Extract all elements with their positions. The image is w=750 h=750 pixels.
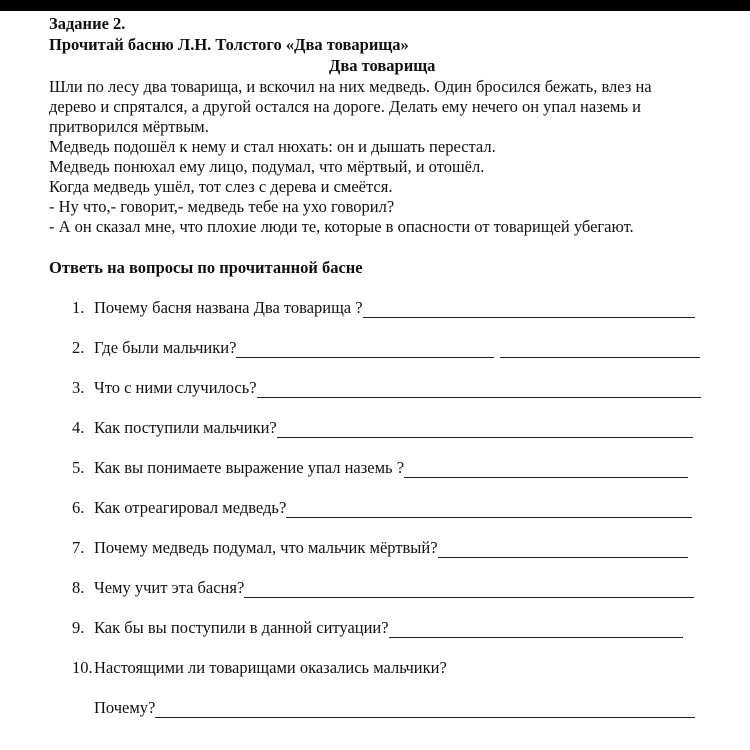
answer-line[interactable] — [438, 543, 688, 558]
question-text: Настоящими ли товарищами оказались мальчики? — [94, 658, 447, 677]
question-item — [72, 338, 700, 358]
answer-line[interactable] — [363, 303, 695, 318]
fable-line: Медведь подошёл к нему и стал нюхать: он и дышать перестал. — [49, 137, 496, 156]
fable-line: - Ну что,- говорит,- медведь тебе на ухо говорил? — [49, 197, 395, 216]
answer-line[interactable] — [404, 463, 688, 478]
answer-line[interactable] — [155, 703, 695, 718]
question-item — [72, 618, 683, 638]
question-text: Как вы понимаете выражение упал наземь ? — [94, 458, 405, 477]
followup-text: Почему? — [94, 698, 156, 717]
answer-line[interactable] — [236, 343, 494, 358]
question-item — [72, 298, 695, 318]
question-item — [72, 418, 693, 438]
question-text: Где были мальчики? — [94, 338, 237, 357]
question-item — [72, 458, 688, 478]
question-text: Как поступили мальчики? — [94, 418, 277, 437]
question-number: 9. — [72, 618, 85, 637]
question-number: 4. — [72, 418, 85, 437]
fable-line: Когда медведь ушёл, тот слез с дерева и смеётся. — [49, 177, 393, 196]
questions-heading: Ответь на вопросы по прочитанной басне — [49, 258, 363, 277]
question-text: Почему медведь подумал, что мальчик мёртвый? — [94, 538, 438, 557]
fable-line: притворился мёртвым. — [49, 117, 209, 136]
answer-line[interactable] — [500, 343, 700, 358]
task-number: Задание 2. — [49, 14, 126, 33]
worksheet-page — [0, 11, 750, 750]
answer-line[interactable] — [257, 383, 701, 398]
question-text: Как отреагировал медведь? — [94, 498, 287, 517]
fable-line: - А он сказал мне, что плохие люди те, которые в опасности от товарищей убегают. — [49, 217, 634, 236]
question-item — [72, 378, 701, 398]
answer-line[interactable] — [244, 583, 694, 598]
question-number: 3. — [72, 378, 85, 397]
fable-title: Два товарища — [329, 56, 436, 75]
question-number: 2. — [72, 338, 85, 357]
question-item — [72, 658, 447, 678]
question-item — [72, 498, 692, 518]
question-text: Что с ними случилось? — [94, 378, 257, 397]
question-number: 5. — [72, 458, 85, 477]
fable-line: дерево и спрятался, а другой остался на дороге. Делать ему нечего он упал наземь и — [49, 97, 641, 116]
question-number: 10. — [72, 658, 93, 677]
question-number: 6. — [72, 498, 85, 517]
question-item — [72, 538, 688, 558]
answer-line[interactable] — [277, 423, 693, 438]
fable-line: Медведь понюхал ему лицо, подумал, что мёртвый, и отошёл. — [49, 157, 485, 176]
fable-line: Шли по лесу два товарища, и вскочил на них медведь. Один бросился бежать, влез на — [49, 77, 652, 96]
answer-line[interactable] — [389, 623, 683, 638]
question-number: 8. — [72, 578, 85, 597]
task-instruction: Прочитай басню Л.Н. Толстого «Два товарища» — [49, 35, 409, 54]
question-text: Чему учит эта басня? — [94, 578, 245, 597]
question-number: 1. — [72, 298, 85, 317]
question-text: Почему басня названа Два товарища ? — [94, 298, 363, 317]
question-item — [72, 578, 694, 598]
top-black-bar — [0, 0, 750, 11]
question-text: Как бы вы поступили в данной ситуации? — [94, 618, 389, 637]
followup-item — [94, 698, 695, 718]
answer-line[interactable] — [286, 503, 692, 518]
question-number: 7. — [72, 538, 85, 557]
